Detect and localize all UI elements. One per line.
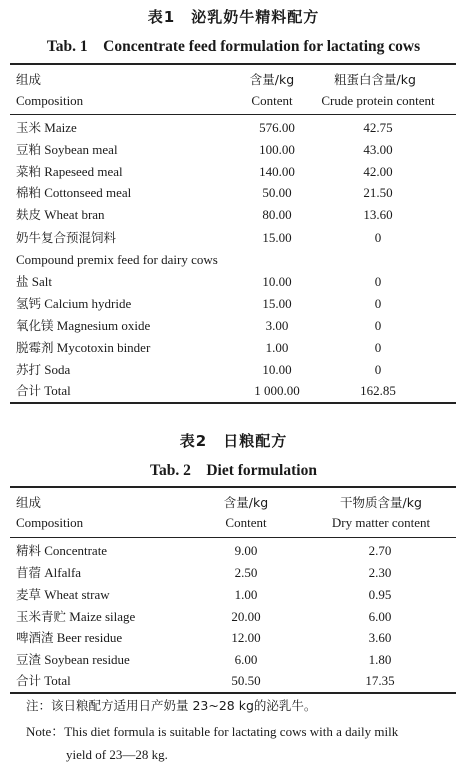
table1-row-content: 1 000.00 bbox=[254, 383, 300, 398]
table2-row-drymatter: 2.70 bbox=[368, 543, 392, 558]
table2-header-composition-cn: 组成 bbox=[16, 495, 42, 510]
table1-row-content: 10.00 bbox=[262, 274, 292, 289]
table1-header-rule bbox=[10, 114, 456, 115]
table2-row-drymatter: 0.95 bbox=[368, 587, 392, 602]
table2-row-label-cn: 豆渣 bbox=[16, 652, 42, 667]
table1-row-protein: 0 bbox=[374, 318, 382, 333]
table1-row-content: 10.00 bbox=[262, 362, 292, 377]
table2-row-label-en: Alfalfa bbox=[44, 565, 82, 580]
table1-row-content: 50.00 bbox=[262, 185, 292, 200]
table2-row-content: 1.00 bbox=[234, 587, 258, 602]
table1-row-label-en: Soda bbox=[44, 362, 71, 377]
table1-row-label-en: Rapeseed meal bbox=[44, 164, 123, 179]
table1-row-label-en: Salt bbox=[31, 274, 52, 289]
table2-header-rule bbox=[10, 537, 456, 538]
table1-row-label-cn: 脱霉剂 bbox=[16, 340, 54, 355]
table1-row-label-cn: 氧化镁 bbox=[16, 318, 54, 333]
table2-row-label-cn: 玉米青贮 bbox=[16, 609, 67, 624]
table2-row-drymatter: 1.80 bbox=[368, 652, 392, 667]
table1-row-label bbox=[16, 317, 150, 335]
table1-header-protein-cn: 粗蛋白含量/kg bbox=[334, 72, 416, 87]
table2-header-content-cn: 含量/kg bbox=[223, 495, 269, 510]
table2-row-label-cn: 合计 bbox=[16, 673, 42, 688]
table2-row-drymatter: 17.35 bbox=[365, 673, 395, 688]
table1-row-label-cn: 豆粕 bbox=[16, 142, 42, 157]
table1-row-label-cn: 麸皮 bbox=[16, 207, 42, 222]
table1-row-label bbox=[16, 339, 150, 357]
table1-row-label-en: Compound premix feed for dairy cows bbox=[16, 252, 218, 267]
table1-row-label bbox=[16, 184, 131, 202]
table1-row-protein: 0 bbox=[374, 362, 382, 377]
table2-row-drymatter: 2.30 bbox=[368, 565, 392, 580]
table1-row-label bbox=[16, 295, 131, 313]
table1-row-protein: 42.75 bbox=[363, 120, 393, 135]
table1-row-label-en: Magnesium oxide bbox=[56, 318, 151, 333]
table2-header-content-en: Content bbox=[225, 515, 267, 530]
table1-row-protein: 13.60 bbox=[363, 207, 393, 222]
table2-row-content: 6.00 bbox=[234, 652, 258, 667]
table1-row-label bbox=[16, 251, 218, 269]
table2-header-drymatter-en: Dry matter content bbox=[331, 515, 431, 530]
table1-row-label bbox=[16, 206, 105, 224]
table2-row-label-cn: 精料 bbox=[16, 543, 42, 558]
table2-top-rule bbox=[10, 486, 456, 488]
table2-note-en-line2: yield of 23—28 kg. bbox=[66, 747, 168, 762]
table2-row-label-en: Maize silage bbox=[69, 609, 136, 624]
table1-row-label-cn: 奶牛复合预混饲料 bbox=[16, 230, 117, 245]
table2-row-content: 2.50 bbox=[234, 565, 258, 580]
table2-row-label-cn: 麦草 bbox=[16, 587, 42, 602]
table2-row-label bbox=[16, 651, 130, 669]
table1-row-content: 1.00 bbox=[265, 340, 289, 355]
table2-note-cn bbox=[26, 696, 316, 716]
table2-row-label-cn: 啤酒渣 bbox=[16, 630, 54, 645]
table2-row-label-en: Total bbox=[44, 673, 71, 688]
table1-row-protein: 162.85 bbox=[360, 383, 396, 398]
table1-row-label-en: Calcium hydride bbox=[44, 296, 132, 311]
table2-row-label-en: Concentrate bbox=[44, 543, 108, 558]
table2-row-content: 12.00 bbox=[231, 630, 261, 645]
table1-row-label-cn: 氢钙 bbox=[16, 296, 42, 311]
table1-row-label-cn: 盐 bbox=[16, 274, 29, 289]
table2-note-en-line1: Note：This diet formula is suitable for lactating cows with a daily milk bbox=[26, 724, 399, 739]
table1-row-content: 3.00 bbox=[265, 318, 289, 333]
table1-row-content: 15.00 bbox=[262, 296, 292, 311]
table2-row-label-en: Wheat straw bbox=[44, 587, 110, 602]
table2-row-content: 9.00 bbox=[234, 543, 258, 558]
table1-row-label-cn: 玉米 bbox=[16, 120, 42, 135]
table1-row-protein: 0 bbox=[374, 340, 382, 355]
table1-row-label bbox=[16, 382, 71, 400]
table1-row-label bbox=[16, 163, 123, 181]
table1-row-label-en: Wheat bran bbox=[44, 207, 105, 222]
table2-row-label bbox=[16, 564, 81, 582]
table1-row-label-en: Maize bbox=[44, 120, 77, 135]
table1-row-label bbox=[16, 119, 77, 137]
table1-row-content: 576.00 bbox=[259, 120, 295, 135]
table1-row-label-en: Cottonseed meal bbox=[44, 185, 132, 200]
table1-row-label-en: Soybean meal bbox=[44, 142, 118, 157]
table1-row-content: 80.00 bbox=[262, 207, 292, 222]
table2-header-drymatter-cn: 干物质含量/kg bbox=[340, 495, 422, 510]
table1-row-label bbox=[16, 361, 70, 379]
table1-top-rule bbox=[10, 63, 456, 65]
table1-header-composition-cn: 组成 bbox=[16, 72, 42, 87]
table1-row-label-cn: 菜粕 bbox=[16, 164, 42, 179]
table2-row-drymatter: 6.00 bbox=[368, 609, 392, 624]
table1-row-content: 15.00 bbox=[262, 230, 292, 245]
table1-header-content-en: Content bbox=[251, 93, 293, 108]
table2-row-content: 20.00 bbox=[231, 609, 261, 624]
table1-row-label bbox=[16, 141, 118, 159]
table1-row-protein: 0 bbox=[374, 230, 382, 245]
table1-header-protein-en: Crude protein content bbox=[321, 93, 435, 108]
table1-row-label-cn: 棉粕 bbox=[16, 185, 42, 200]
table2-row-label bbox=[16, 629, 122, 647]
table2-header-composition-en: Composition bbox=[16, 515, 84, 530]
table1-bottom-rule bbox=[10, 402, 456, 404]
table2-title-cn: 表2 日粮配方 bbox=[179, 432, 288, 450]
table2-note-cn-text: 注：该日粮配方适用日产奶量 23~28 kg的泌乳牛。 bbox=[26, 698, 317, 713]
table2-title-en: Tab. 2 Diet formulation bbox=[150, 462, 317, 479]
table1-row-label-en: Mycotoxin binder bbox=[56, 340, 151, 355]
table2-row-label bbox=[16, 542, 107, 560]
table1-header-composition-en: Composition bbox=[16, 93, 84, 108]
table1-title-en: Tab. 1 Concentrate feed formulation for lactating cows bbox=[46, 38, 421, 55]
table2-row-content: 50.50 bbox=[231, 673, 261, 688]
table1-row-protein: 0 bbox=[374, 296, 382, 311]
table1-row-protein: 21.50 bbox=[363, 185, 393, 200]
table1-row-label-cn: 苏打 bbox=[16, 362, 42, 377]
table1-row-label-en: Total bbox=[44, 383, 71, 398]
table2-row-label bbox=[16, 586, 110, 604]
table2-row-label-en: Soybean residue bbox=[44, 652, 130, 667]
table1-header-content-cn: 含量/kg bbox=[249, 72, 295, 87]
table2-row-label-cn: 苜蓿 bbox=[16, 565, 42, 580]
table1-row-protein: 43.00 bbox=[363, 142, 393, 157]
table2-row-drymatter: 3.60 bbox=[368, 630, 392, 645]
table2-row-label bbox=[16, 672, 71, 690]
table2-bottom-rule bbox=[10, 692, 456, 694]
table1-row-label bbox=[16, 229, 116, 247]
table1-row-protein: 42.00 bbox=[363, 164, 393, 179]
table1-row-protein: 0 bbox=[374, 274, 382, 289]
table2-row-label bbox=[16, 608, 135, 626]
table1-row-content: 100.00 bbox=[259, 142, 295, 157]
table2-row-label-en: Beer residue bbox=[56, 630, 123, 645]
table1-row-label-cn: 合计 bbox=[16, 383, 42, 398]
table1-row-label bbox=[16, 273, 52, 291]
table1-title-cn: 表1 泌乳奶牛精料配方 bbox=[147, 8, 320, 26]
table1-row-content: 140.00 bbox=[259, 164, 295, 179]
